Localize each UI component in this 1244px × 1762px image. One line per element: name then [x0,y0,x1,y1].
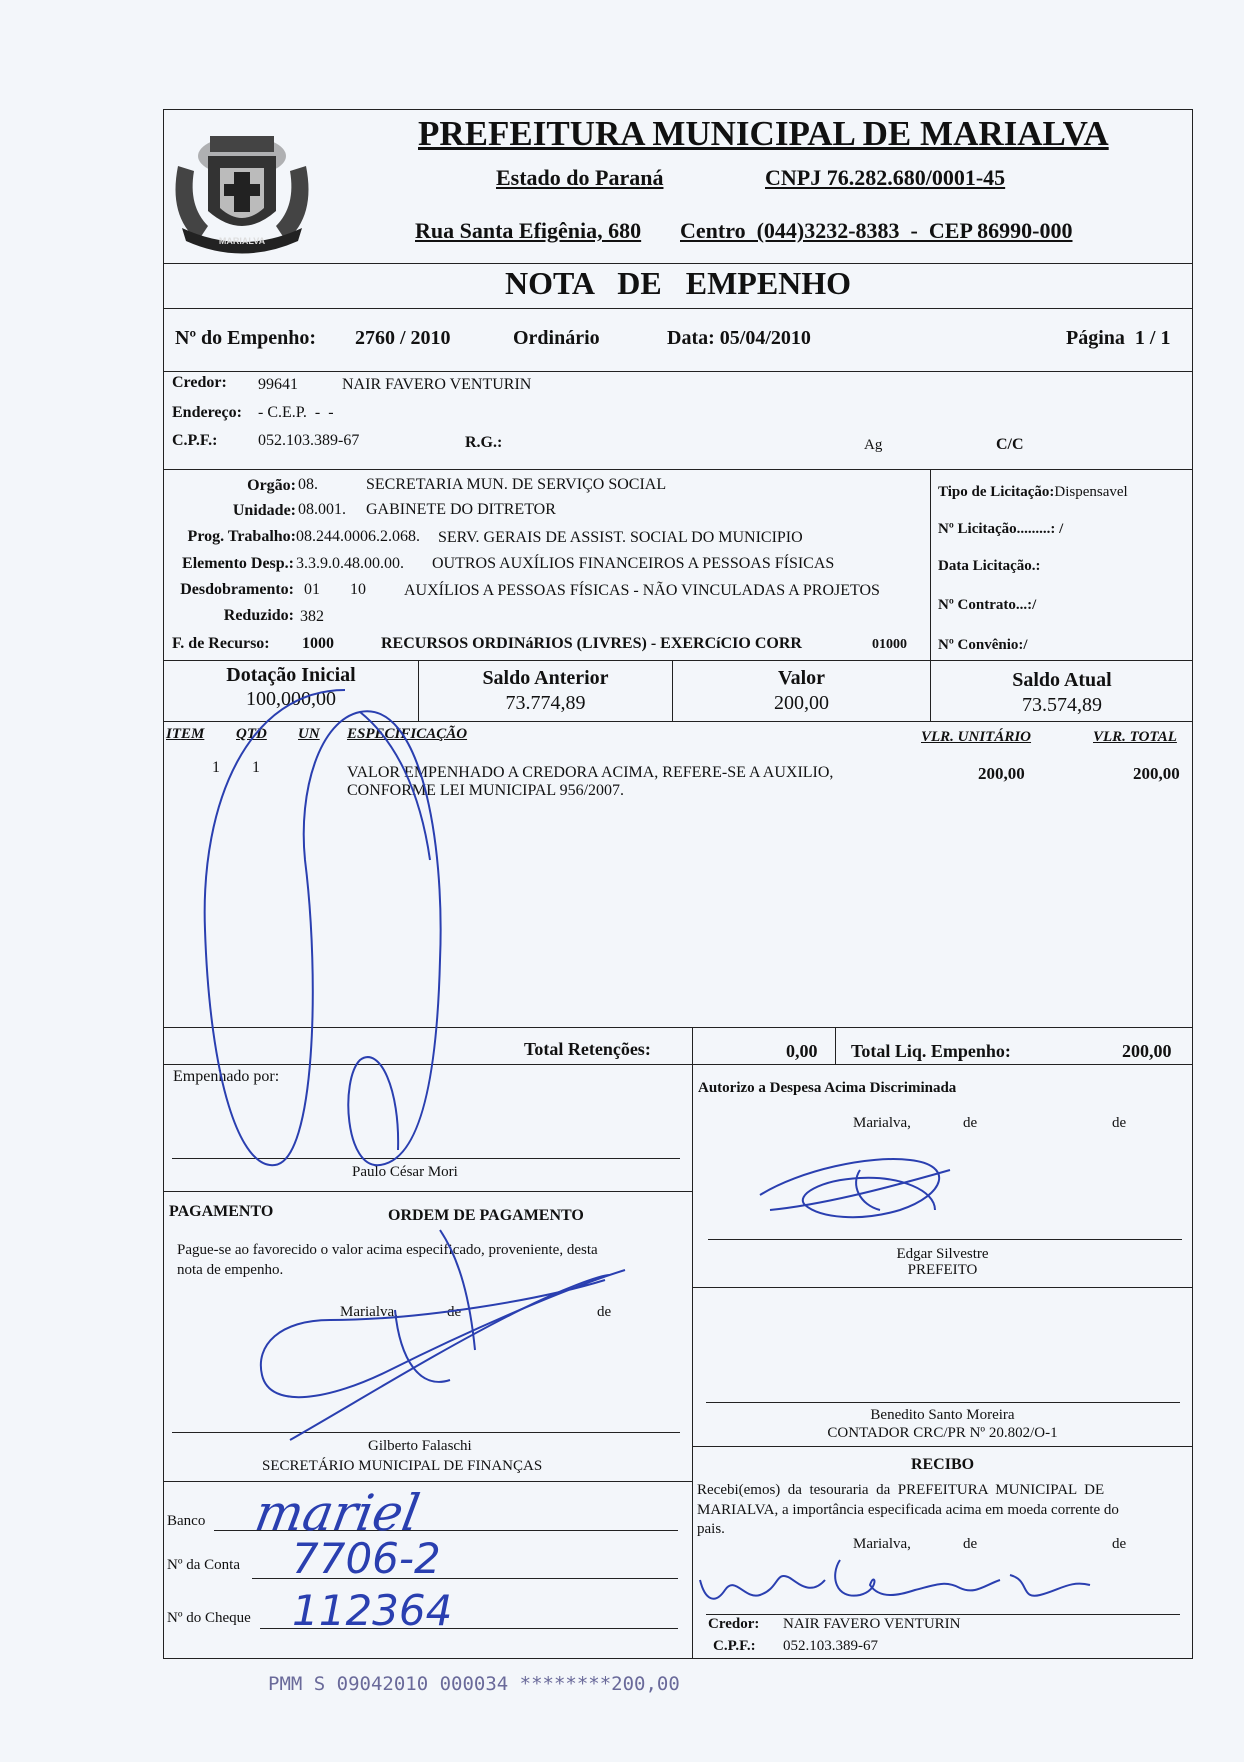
recurso-code: 1000 [302,635,334,652]
contador-role: CONTADOR CRC/PR Nº 20.802/O-1 [827,1425,1058,1441]
autorizo-title: Autorizo a Despesa Acima Discriminada [698,1080,957,1096]
state-label: Estado do Paraná [496,165,664,190]
pagamento-text-1: Pague-se ao favorecido o valor acima especificado, proveniente, desta [177,1242,598,1258]
n-contrato: Nº Contrato...:/ [938,597,1037,613]
row-spec-line1: VALOR EMPENHADO A CREDORA ACIMA, REFERE-SE A AUXILIO, [347,764,834,781]
empenho-label: Nº do Empenho: [175,327,317,349]
banco-handwriting: mariel [250,1484,424,1542]
pagamento-de-2: de [597,1304,612,1320]
unidade-code: 08.001. [298,501,346,518]
cheque-label: Nº do Cheque [167,1610,251,1626]
retencoes-label: Total Retenções: [524,1039,651,1059]
recibo-de-2: de [1112,1536,1127,1552]
liq-label: Total Liq. Empenho: [851,1041,1011,1061]
desdobramento-name: AUXÍLIOS A PESSOAS FÍSICAS - NÃO VINCULADAS A PROJETOS [404,582,880,599]
seal-banner-text: MARIALVA [218,236,266,246]
row-item: 1 [212,759,220,776]
valor-value: 200,00 [774,692,829,714]
recurso-code2: 01000 [872,637,907,652]
saldo-atual-label: Saldo Atual [1012,669,1112,691]
saldo-anterior-value: 73.774,89 [505,692,586,714]
cheque-handwriting: 112364 [292,1586,453,1635]
municipality-title: PREFEITURA MUNICIPAL DE MARIALVA [418,114,1109,153]
contador-name: Benedito Santo Moreira [870,1407,1015,1423]
recibo-line-2: MARIALVA, a importância especificada acima em moeda corrente do [697,1502,1119,1518]
col-un: UN [298,726,320,742]
col-item: ITEM [166,726,205,742]
cnpj-label: CNPJ 76.282.680/0001-45 [765,165,1006,190]
saldo-atual-value: 73.574,89 [1022,694,1102,716]
ag-label: Ag [864,437,883,453]
empenhado-label: Empenhado por: [173,1068,280,1085]
cpf-label: C.P.F.: [172,432,218,449]
pagamento-label: PAGAMENTO [169,1203,274,1220]
elemento-name: OUTROS AUXÍLIOS FINANCEIROS A PESSOAS FÍSICAS [432,555,835,572]
autorizo-de-2: de [1112,1115,1127,1131]
reduzido-label: Reduzido: [223,607,294,624]
desdobramento-label: Desdobramento: [180,581,294,598]
empenho-date: Data: 05/04/2010 [667,327,811,349]
empenhado-name: Paulo César Mori [352,1164,458,1180]
recurso-label: F. de Recurso: [172,635,270,652]
orgao-name: SECRETARIA MUN. DE SERVIÇO SOCIAL [366,476,667,493]
elemento-code: 3.3.9.0.48.00.00. [296,555,404,572]
document-title: NOTA DE EMPENHO [504,265,852,301]
reduzido-value: 382 [300,608,324,625]
recibo-cpf: 052.103.389-67 [783,1638,878,1654]
page-number: Página 1 / 1 [1066,327,1171,349]
autorizo-role: PREFEITO [907,1262,978,1278]
unidade-name: GABINETE DO DITRETOR [366,501,556,518]
row-total: 200,00 [1133,764,1180,783]
pagamento-signer: Gilberto Falaschi [368,1438,472,1454]
recibo-title: RECIBO [910,1456,975,1473]
data-licitacao: Data Licitação.: [938,558,1041,574]
empenho-type: Ordinário [513,327,600,349]
prog-code: 08.244.0006.2.068. [296,528,420,545]
orgao-code: 08. [298,476,318,493]
retencoes-value: 0,00 [786,1041,818,1061]
cc-label: C/C [996,436,1024,453]
credor-name: NAIR FAVERO VENTURIN [342,376,532,393]
conta-handwriting: 7706-2 [292,1534,441,1583]
recibo-cpf-label: C.P.F.: [713,1638,756,1654]
pagamento-de-1: de [447,1304,462,1320]
recibo-line-1: Recebi(emos) da tesouraria da PREFEITURA MUNICIPAL DE [697,1482,1105,1498]
district-phone-cep: Centro (044)3232-8383 - CEP 86990-000 [680,218,1073,243]
row-qtd: 1 [252,759,260,776]
bank-stamp: PMM S 09042010 000034 ********200,00 [268,1673,680,1695]
banco-label: Banco [167,1513,206,1529]
recibo-credor: NAIR FAVERO VENTURIN [783,1616,961,1632]
pagamento-city: Marialva, [340,1304,398,1320]
recibo-city: Marialva, [853,1536,911,1552]
row-unit: 200,00 [978,764,1025,783]
orgao-label: Orgão: [247,477,296,494]
col-unit: VLR. UNITÁRIO [921,729,1032,745]
recurso-name: RECURSOS ORDINáRIOS (LIVRES) - EXERCíCIO CORR [381,635,802,652]
cpf-value: 052.103.389-67 [258,432,360,449]
n-convenio: Nº Convênio:/ [938,637,1028,653]
dotacao-value: 100,000,00 [246,688,336,710]
autorizo-city: Marialva, [853,1115,911,1131]
col-spec: ESPECIFICAÇÃO [347,726,468,742]
recibo-line-3: pais. [697,1521,725,1537]
recibo-de-1: de [963,1536,978,1552]
credor-code: 99641 [258,376,298,393]
credor-label: Credor: [172,374,227,391]
col-total: VLR. TOTAL [1093,729,1177,745]
autorizo-de-1: de [963,1115,978,1131]
autorizo-signer: Edgar Silvestre [896,1246,989,1262]
desdobramento-code1: 01 [304,581,320,598]
conta-label: Nº da Conta [167,1557,240,1573]
recibo-credor-label: Credor: [708,1616,760,1632]
elemento-label: Elemento Desp.: [182,555,294,572]
n-licitacao: Nº Licitação.........: / [938,521,1064,537]
row-spec-line2: CONFORME LEI MUNICIPAL 956/2007. [347,782,625,799]
rg-label: R.G.: [465,434,503,451]
col-qtd: QTD [236,726,267,742]
endereco-label: Endereço: [172,404,242,421]
liq-value: 200,00 [1122,1041,1172,1061]
pagamento-text-2: nota de empenho. [177,1262,284,1278]
unidade-label: Unidade: [232,502,296,519]
saldo-anterior-label: Saldo Anterior [482,667,609,689]
desdobramento-code2: 10 [350,581,366,598]
ordem-pagamento: ORDEM DE PAGAMENTO [388,1207,584,1224]
street-label: Rua Santa Efigênia, 680 [415,218,642,243]
tipo-licitacao-title: Tipo de Licitação: [938,484,1055,500]
empenho-number: 2760 / 2010 [355,327,451,349]
prog-label: Prog. Trabalho: [187,528,296,545]
pagamento-role: SECRETÁRIO MUNICIPAL DE FINANÇAS [262,1458,543,1474]
dotacao-label: Dotação Inicial [226,664,356,686]
endereco-value: - C.E.P. - - [258,404,334,421]
valor-label: Valor [777,667,826,689]
prog-name: SERV. GERAIS DE ASSIST. SOCIAL DO MUNICIPIO [438,529,803,546]
tipo-licitacao-value: Dispensavel [1054,484,1128,500]
